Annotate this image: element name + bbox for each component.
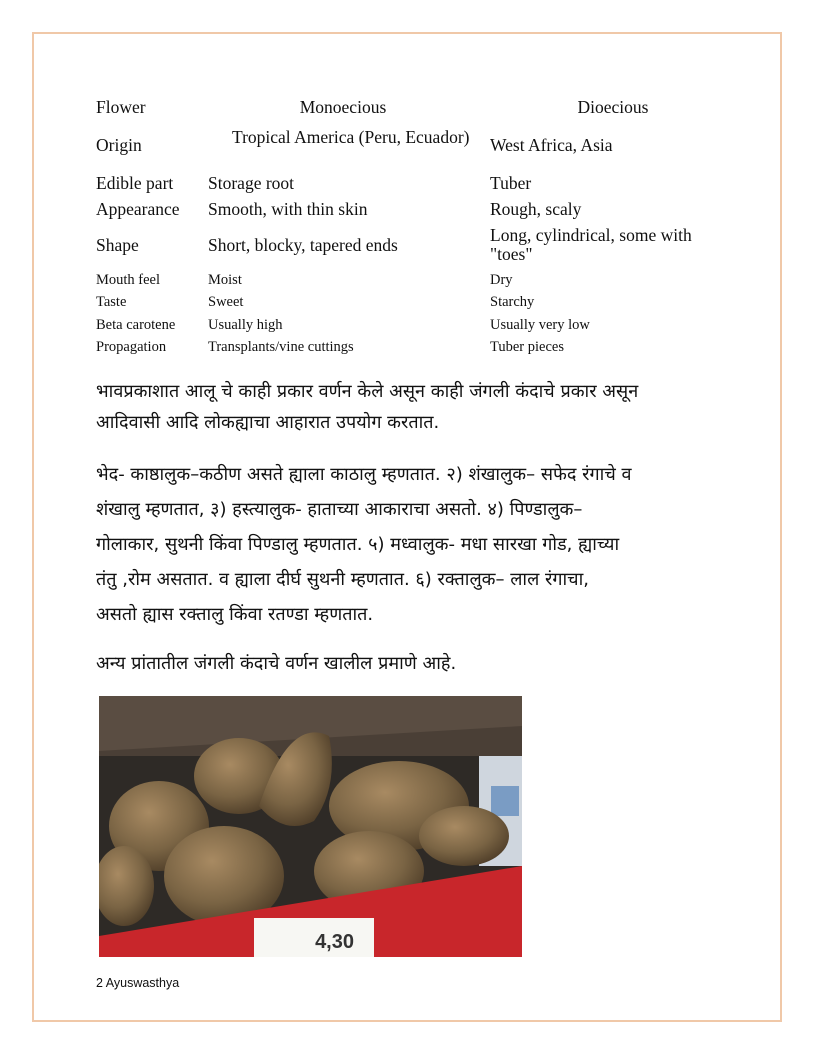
paragraph-line: असतो ह्यास रक्तालु किंवा रतण्डा म्हणतात. [96,604,374,625]
sweet-potato-cell: Monoecious [299,97,387,117]
yam-cell: Tuber [490,173,532,193]
sweet-potato-cell: Smooth, with thin skin [208,199,368,219]
row-label: Beta carotene [96,317,176,333]
row-label: Origin [96,135,142,155]
yam-illustration [99,696,522,957]
row-label: Flower [96,97,146,117]
page-number: 2 [96,976,103,990]
intro-paragraph [96,376,736,438]
paragraph-line: अन्य प्रांतातील जंगली कंदाचे वर्णन खालील प्रमाणे आहे. [96,653,457,674]
yam-cell: West Africa, Asia [490,135,613,155]
sweet-potato-cell: Short, blocky, tapered ends [208,235,398,255]
sweet-potato-cell: Transplants/vine cuttings [208,339,354,355]
paragraph-line: भेद- काष्ठालुक–कठीण असते ह्याला काठालु म्हणतात. २) शंखालुक– सफेद रंगाचे व [96,464,632,485]
yam-cell: Rough, scaly [490,199,582,219]
closing-paragraph [96,650,736,678]
paragraph-line: आदिवासी आदि लोकह्याचा आहारात उपयोग करतात. [96,412,440,433]
sweet-potato-cell: Sweet [208,294,244,310]
sweet-potato-cell: Usually high [208,317,283,333]
yam-cell: Usually very low [490,317,590,333]
paragraph-line: तंतु ,रोम असतात. व ह्याला दीर्घ सुथनी म्हणतात. ६) रक्तालुक– लाल रंगाचा, [96,569,589,590]
yam-cell: Tuber pieces [490,339,564,355]
yam-cell: Dioecious [577,97,649,117]
row-label: Appearance [96,199,180,219]
price-tag-text: 4,30 [315,931,354,953]
row-label: Shape [96,235,139,255]
paragraph-line: शंखालु म्हणतात, ३) हस्त्यालुक- हाताच्या आकाराचा असतो. ४) पिण्डालुक– [96,499,583,520]
row-label: Propagation [96,339,167,355]
sweet-potato-cell: Storage root [208,173,295,193]
yam-photo [99,696,522,957]
yam-cell: Starchy [490,294,535,310]
paragraph-line: गोलाकार, सुथनी किंवा पिण्डालु म्हणतात. ५) मध्वालुक- मधा सारखा गोड, ह्याच्या [96,534,620,555]
row-label: Taste [96,294,127,310]
types-paragraph [96,457,736,632]
row-label: Edible part [96,173,174,193]
row-label: Mouth feel [96,272,161,288]
sweet-potato-cell: Tropical America (Peru, Ecuador) [232,127,470,147]
sweet-potato-cell: Moist [208,272,242,288]
yam-cell: Long, cylindrical, some with "toes" [490,225,692,264]
price-tag [254,918,374,957]
paragraph-line: भावप्रकाशात आलू चे काही प्रकार वर्णन केले असून काही जंगली कंदाचे प्रकार असून [96,381,639,402]
page-footer [96,976,179,990]
publication-name: Ayuswasthya [105,976,180,990]
yam-cell: Dry [490,272,513,288]
